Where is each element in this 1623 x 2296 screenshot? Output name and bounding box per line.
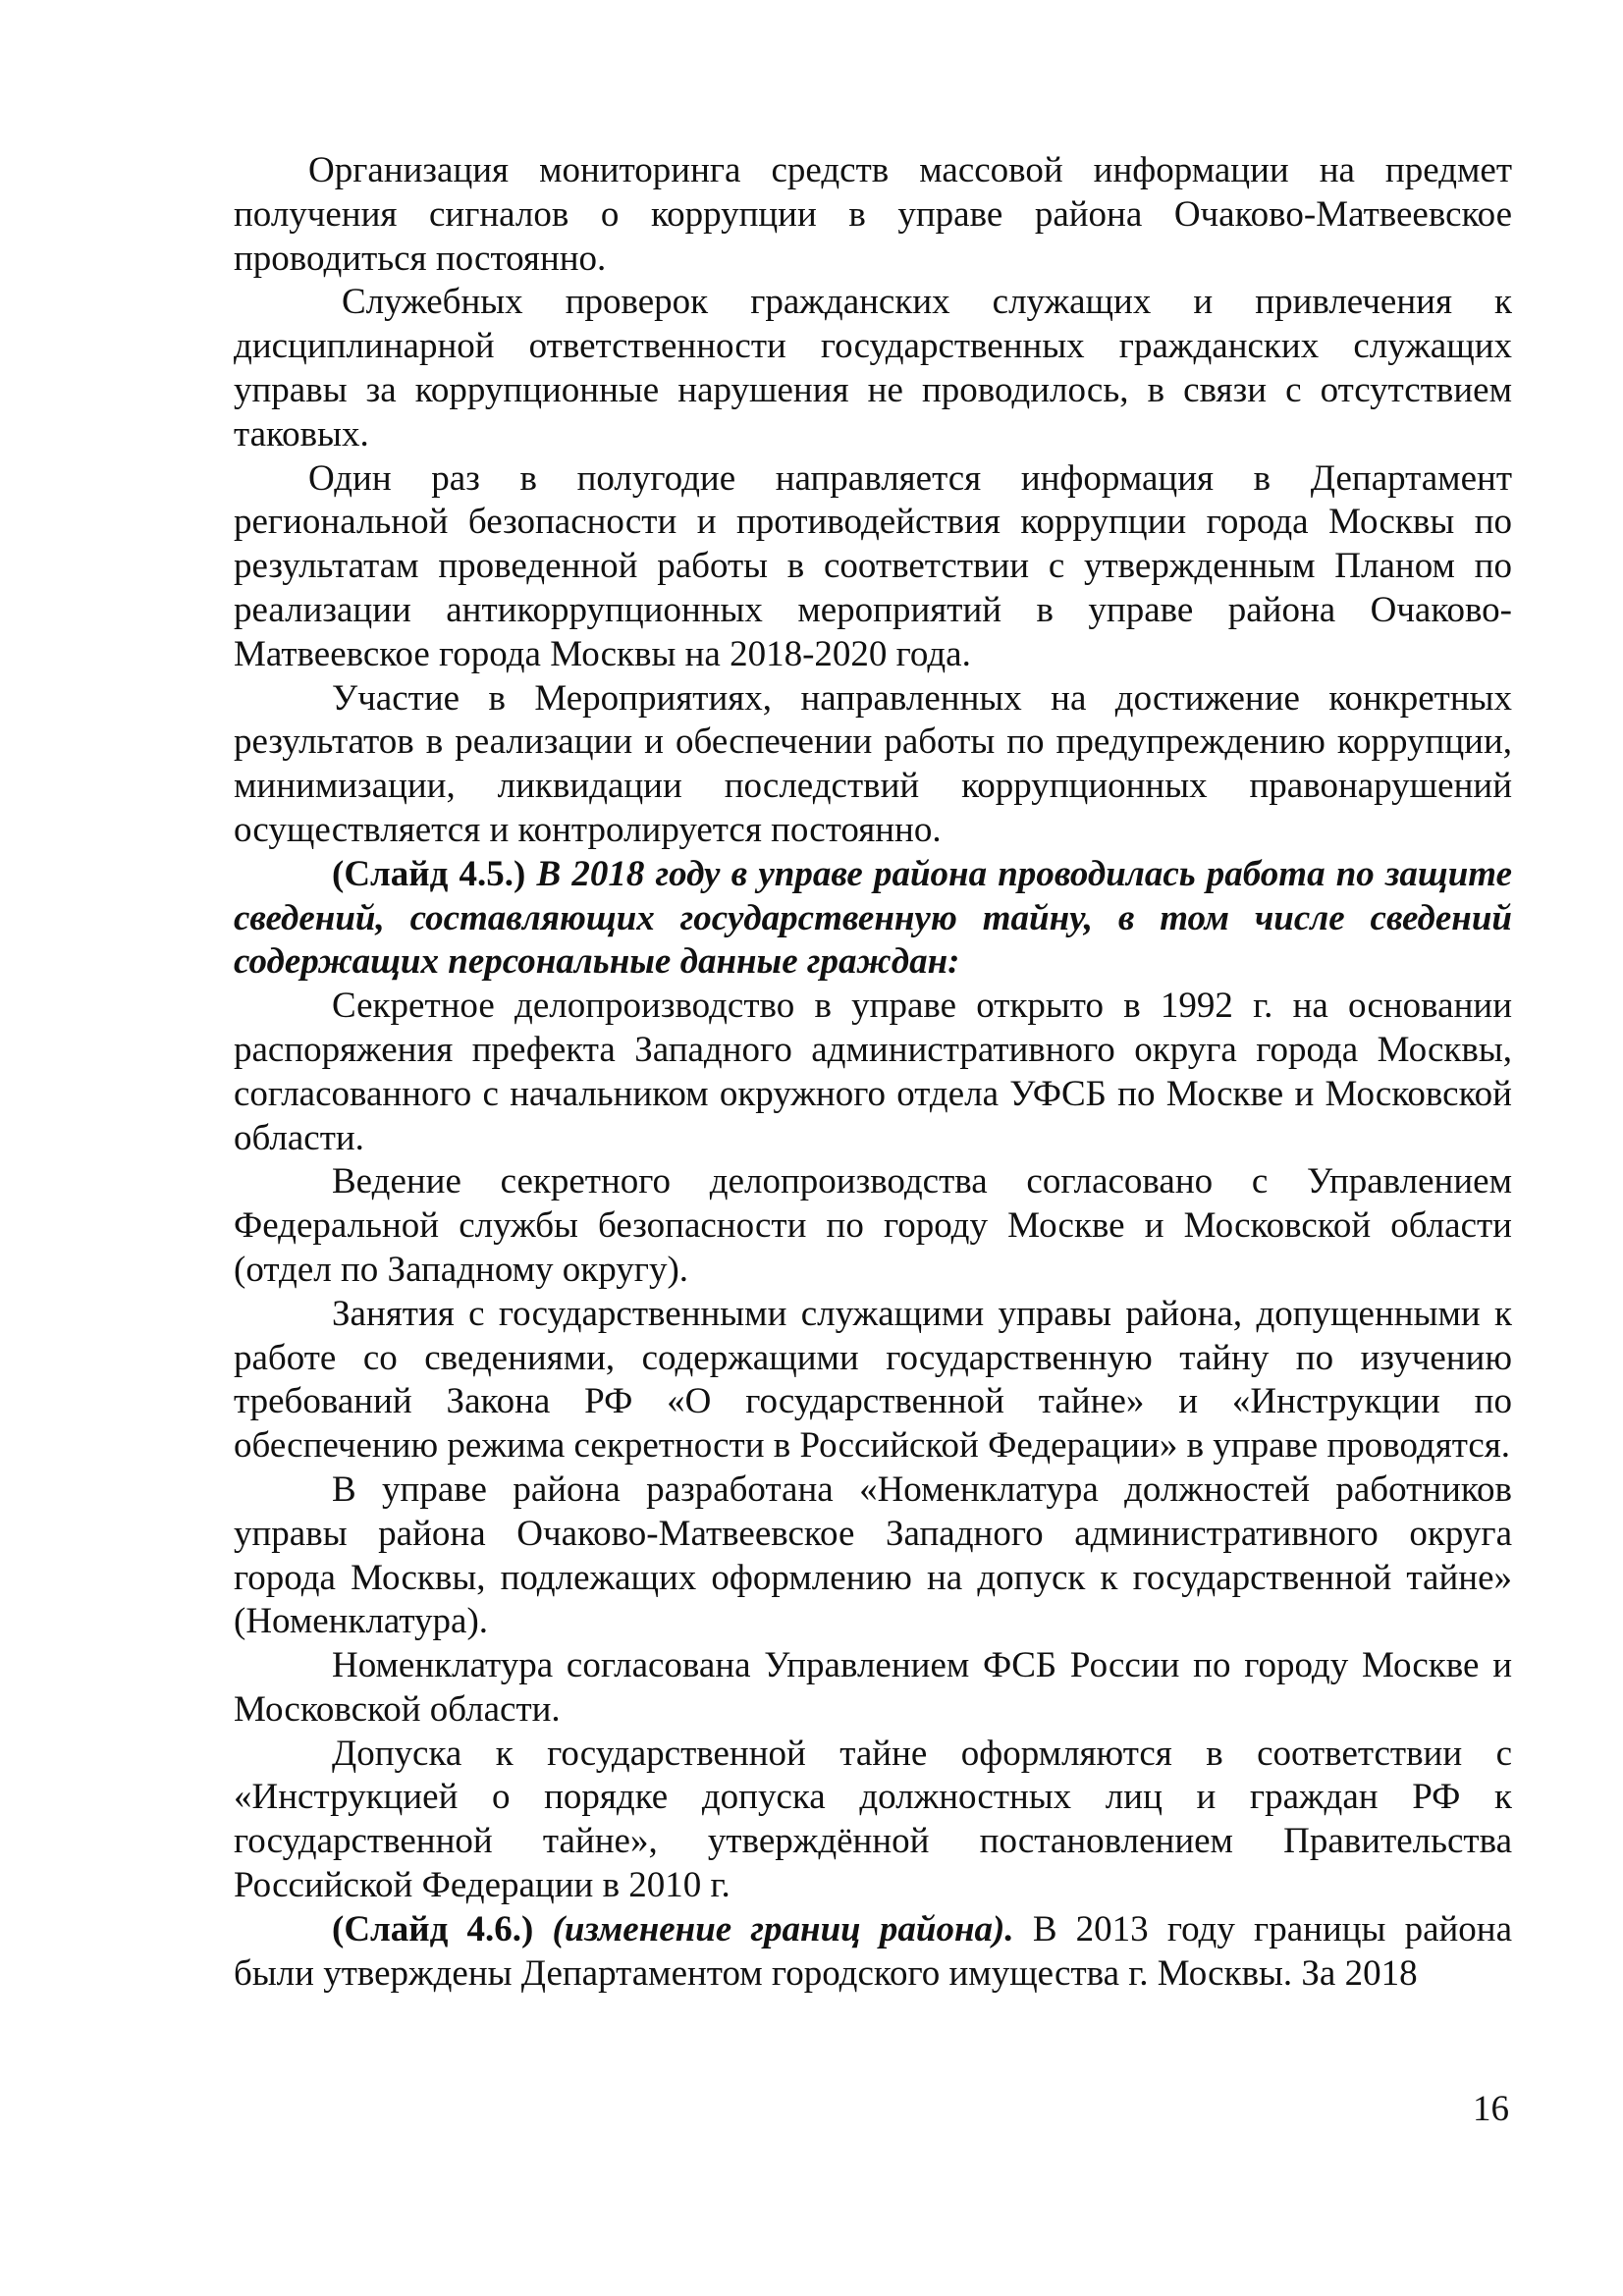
- paragraph-official-inspections: [234, 281, 1512, 456]
- paragraph-text: Допуска к государственной тайне оформляются в соответствии с «Инструкцией о порядке допуска должностных лиц и граждан РФ к государственной тайне», утверждённой постановлением Правительства Российской Федерации в 2010 г.: [234, 1733, 1512, 1906]
- slide-label: (Слайд 4.6.): [332, 1908, 534, 1949]
- paragraph-media-monitoring: [234, 149, 1512, 281]
- paragraph-text: Организация мониторинга средств массовой информации на предмет получения сигналов о коррупции в управе района Очаково-Матвеевское проводиться постоянно.: [234, 150, 1512, 279]
- paragraph-nomenclature: [234, 1468, 1512, 1644]
- emphasis-text: В 2018 году в управе района проводилась работа по защите сведений, составляющих государственную тайну, в том числе сведений содержащих персональные данные граждан:: [234, 853, 1513, 983]
- paragraph-anticorruption-events: [234, 677, 1512, 853]
- paragraph-slide-4-6: [234, 1908, 1512, 1997]
- paragraph-text: Ведение секретного делопроизводства согласовано с Управлением Федеральной службы безопасности по городу Москве и Московской области (отдел по Западному округу).: [234, 1161, 1512, 1290]
- paragraph-secret-records: [234, 985, 1512, 1160]
- paragraph-text: Служебных проверок гражданских служащих и привлечения к дисциплинарной ответственности государственных гражданских служащих управы за коррупционные нарушения не проводилось, в связи с отсутствием таковых.: [234, 282, 1512, 454]
- paragraph-text: В 2013 году границы района были утверждены Департаментом городского имущества г. Москвы. За 2018: [234, 1908, 1513, 1994]
- document-page: [234, 149, 1512, 1996]
- paragraph-reporting: [234, 457, 1512, 677]
- paragraph-nomenclature-approval: [234, 1644, 1512, 1733]
- paragraph-text: Номенклатура согласована Управлением ФСБ России по городу Москве и Московской области.: [234, 1645, 1512, 1730]
- page-number: 16: [1473, 2089, 1509, 2129]
- paragraph-clearance: [234, 1733, 1512, 1908]
- slide-label: (Слайд 4.5.): [332, 853, 526, 894]
- paragraph-text: Занятия с государственными служащими управы района, допущенными к работе со сведениями, содержащими государственную тайну по изучению требований Закона РФ «О государственной тайне» и «Инструкции по обеспечению режима секретности в Российской Федерации» в управе проводятся.: [234, 1293, 1512, 1467]
- paragraph-text: В управе района разработана «Номенклатура должностей работников управы района Очаково-Матвеевское Западного административного округа города Москвы, подлежащих оформлению на допуск к государственной тайне» (Номенклатура).: [234, 1468, 1512, 1642]
- paragraph-text: Секретное делопроизводство в управе открыто в 1992 г. на основании распоряжения префекта Западного административного округа города Москвы, согласованного с начальником окружного отдела УФСБ по Москве и Московской области.: [234, 986, 1512, 1158]
- paragraph-text: Один раз в полугодие направляется информация в Департамент региональной безопасности и противодействия коррупции города Москвы по результатам проведенной работы в соответствии с утвержденным Планом по реализации антикоррупционных мероприятий в управе района Очаково-Матвеевское города Москвы на 2018-2020 года.: [234, 457, 1512, 674]
- paragraph-fsb-agreement: [234, 1160, 1512, 1292]
- paragraph-text: Участие в Мероприятиях, направленных на достижение конкретных результатов в реализации и обеспечении работы по предупреждению коррупции, минимизации, ликвидации последствий коррупционных правонарушений осуществляется и контролируется постоянно.: [234, 677, 1512, 850]
- emphasis-text: (изменение границ района).: [552, 1908, 1014, 1949]
- paragraph-slide-4-5: [234, 853, 1512, 985]
- paragraph-training: [234, 1293, 1512, 1468]
